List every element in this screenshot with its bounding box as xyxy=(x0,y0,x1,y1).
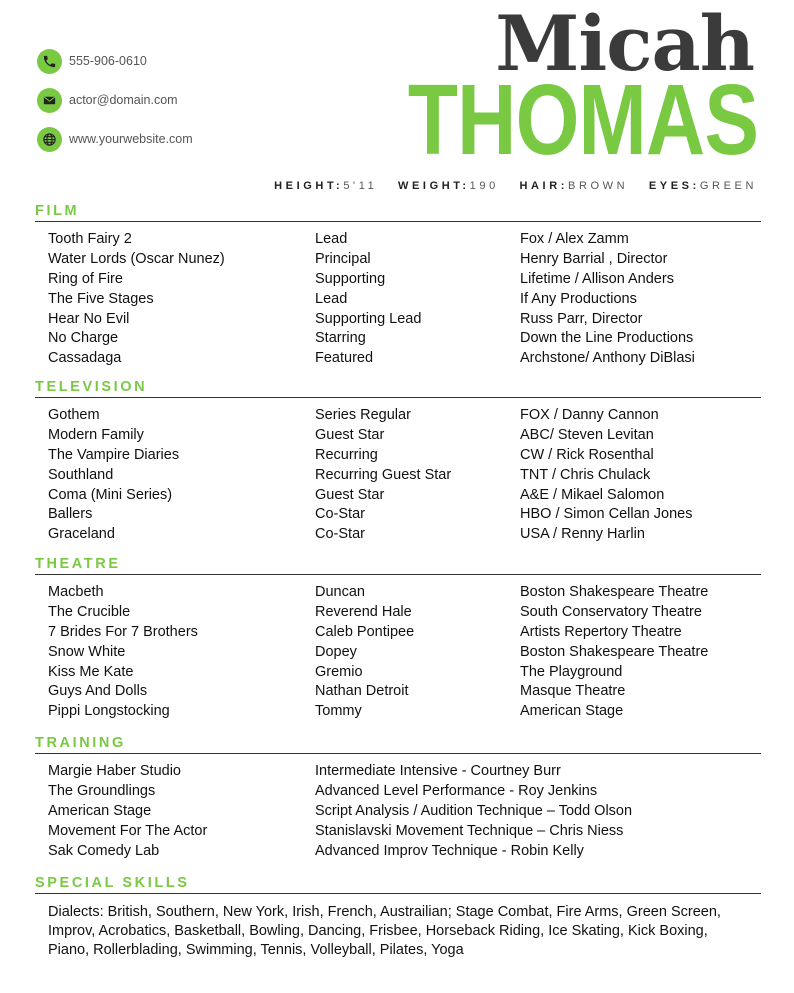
training-school: American Stage xyxy=(48,802,152,819)
training-section xyxy=(35,735,761,861)
credit-role: Tommy xyxy=(315,703,362,720)
table-row xyxy=(48,486,761,506)
credit-company: Artists Repertory Theatre xyxy=(520,623,682,640)
credit-role: Guest Star xyxy=(315,486,385,503)
television-credits xyxy=(35,406,761,545)
training-list xyxy=(35,762,761,861)
skills-line: Dialects: British, Southern, New York, Irish, French, Austrailian; Stage Combat, Fire Arms, Green Screen, xyxy=(48,904,721,920)
training-course: Advanced Improv Technique - Robin Kelly xyxy=(315,842,584,859)
name-last: THOMAS xyxy=(407,64,758,176)
stat-weight-label: WEIGHT: xyxy=(398,180,470,192)
contact-block xyxy=(37,48,193,165)
credit-company: Russ Parr, Director xyxy=(520,310,643,327)
table-row xyxy=(48,663,761,683)
table-row xyxy=(48,230,761,250)
credit-company: A&E / Mikael Salomon xyxy=(520,486,665,503)
credit-role: Reverend Hale xyxy=(315,603,412,620)
table-row xyxy=(48,822,761,842)
stat-hair-value: BROWN xyxy=(568,180,629,192)
training-course: Script Analysis / Audition Technique – Todd Olson xyxy=(315,802,633,819)
credit-company: American Stage xyxy=(520,703,624,720)
contact-website[interactable]: www.yourwebsite.com xyxy=(69,132,193,146)
credit-role: Starring xyxy=(315,330,366,347)
credit-title: Cassadaga xyxy=(48,350,122,367)
stat-weight-value: 190 xyxy=(469,180,499,192)
credit-company: Boston Shakespeare Theatre xyxy=(520,643,709,660)
credit-company: HBO / Simon Cellan Jones xyxy=(520,506,693,523)
table-row xyxy=(48,426,761,446)
credit-role: Series Regular xyxy=(315,407,411,423)
table-row xyxy=(48,446,761,466)
skills-text xyxy=(35,903,748,960)
section-divider xyxy=(35,221,761,222)
credit-company: Boston Shakespeare Theatre xyxy=(520,584,709,600)
credit-title: No Charge xyxy=(48,330,119,347)
contact-phone: 555-906-0610 xyxy=(69,54,147,68)
stat-hair-label: HAIR: xyxy=(519,180,569,192)
skills-line: Piano, Rollerblading, Swimming, Tennis, Volleyball, Pilates, Yoga xyxy=(48,942,464,958)
contact-email-row xyxy=(37,87,193,113)
credit-company: TNT / Chris Chulack xyxy=(520,466,651,483)
globe-icon xyxy=(37,127,62,152)
table-row xyxy=(48,583,761,603)
mail-icon xyxy=(37,88,62,113)
training-school: The Groundlings xyxy=(48,782,156,799)
section-divider xyxy=(35,397,761,398)
table-row xyxy=(48,466,761,486)
credit-title: Guys And Dolls xyxy=(48,683,148,700)
credit-company: Henry Barrial , Director xyxy=(520,250,668,267)
table-row xyxy=(48,406,761,426)
table-row xyxy=(48,270,761,290)
credit-company: FOX / Danny Cannon xyxy=(520,407,659,423)
training-course: Stanislavski Movement Technique – Chris Niess xyxy=(315,822,624,839)
table-row xyxy=(48,603,761,623)
skills-line: Improv, Acrobatics, Basketball, Bowling, Dancing, Frisbee, Horseback Riding, Ice Skating, Kick Boxing, xyxy=(48,923,708,939)
credit-title: Graceland xyxy=(48,526,115,543)
table-row xyxy=(48,802,761,822)
credit-role: Supporting Lead xyxy=(315,310,422,327)
table-row xyxy=(48,702,761,722)
section-title-film: FILM xyxy=(35,203,80,219)
credit-role: Guest Star xyxy=(315,426,385,443)
credit-role: Featured xyxy=(315,350,374,367)
contact-phone-row xyxy=(37,48,193,74)
table-row xyxy=(48,525,761,545)
table-row xyxy=(48,329,761,349)
credit-title: Modern Family xyxy=(48,426,144,443)
theatre-section xyxy=(35,556,761,722)
table-row xyxy=(48,505,761,525)
contact-email[interactable]: actor@domain.com xyxy=(69,93,178,107)
credit-role: Principal xyxy=(315,250,371,267)
credit-title: Tooth Fairy 2 xyxy=(48,231,132,247)
name-first: Micah xyxy=(495,0,754,88)
table-row xyxy=(48,842,761,862)
training-course: Advanced Level Performance - Roy Jenkins xyxy=(315,782,598,799)
credit-role: Supporting xyxy=(315,270,386,287)
credit-role: Gremio xyxy=(315,663,363,680)
theatre-credits xyxy=(35,583,761,722)
film-section xyxy=(35,203,761,369)
credit-role: Caleb Pontipee xyxy=(315,623,415,640)
table-row xyxy=(48,250,761,270)
stat-height-value: 5'11 xyxy=(343,180,378,192)
credit-title: Coma (Mini Series) xyxy=(48,486,173,503)
credit-company: CW / Rick Rosenthal xyxy=(520,446,654,463)
credit-title: Macbeth xyxy=(48,584,104,600)
film-credits xyxy=(35,230,761,369)
credit-title: The Crucible xyxy=(48,603,131,620)
section-divider xyxy=(35,574,761,575)
physical-stats xyxy=(274,180,757,192)
credit-role: Duncan xyxy=(315,584,365,600)
table-row xyxy=(48,643,761,663)
credit-role: Recurring Guest Star xyxy=(315,466,452,483)
credit-title: Kiss Me Kate xyxy=(48,663,134,680)
credit-title: Snow White xyxy=(48,643,126,660)
section-title-skills: SPECIAL SKILLS xyxy=(35,875,190,891)
stat-eyes-value: GREEN xyxy=(699,180,757,192)
credit-role: Recurring xyxy=(315,446,378,463)
contact-website-row xyxy=(37,126,193,152)
credit-role: Nathan Detroit xyxy=(315,683,409,700)
credit-role: Lead xyxy=(315,290,348,307)
credit-company: Lifetime / Allison Anders xyxy=(520,270,674,287)
credit-title: Ballers xyxy=(48,506,93,523)
credit-title: Ring of Fire xyxy=(48,270,123,287)
credit-role: Co-Star xyxy=(315,506,365,523)
television-section xyxy=(35,379,761,545)
credit-company: The Playground xyxy=(520,663,623,680)
credit-company: Masque Theatre xyxy=(520,683,626,700)
table-row xyxy=(48,623,761,643)
stat-eyes-label: EYES: xyxy=(648,180,700,192)
section-divider xyxy=(35,753,761,754)
section-title-television: TELEVISION xyxy=(35,379,148,395)
section-title-theatre: THEATRE xyxy=(35,556,121,572)
credit-company: ABC/ Steven Levitan xyxy=(520,426,654,443)
credit-title: The Five Stages xyxy=(48,290,154,307)
credit-company: If Any Productions xyxy=(520,290,637,307)
stat-height-label: HEIGHT: xyxy=(274,180,344,192)
credit-company: Down the Line Productions xyxy=(520,330,694,347)
phone-icon xyxy=(37,49,62,74)
credit-role: Dopey xyxy=(315,643,357,660)
training-course: Intermediate Intensive - Courtney Burr xyxy=(315,763,561,779)
credit-company: USA / Renny Harlin xyxy=(520,526,645,543)
table-row xyxy=(48,762,761,782)
credit-title: Hear No Evil xyxy=(48,310,130,327)
credit-title: 7 Brides For 7 Brothers xyxy=(48,623,198,640)
table-row xyxy=(48,349,761,369)
skills-section xyxy=(35,875,761,960)
table-row xyxy=(48,290,761,310)
credit-company: Archstone/ Anthony DiBlasi xyxy=(520,350,695,367)
credit-title: Pippi Longstocking xyxy=(48,703,170,720)
table-row xyxy=(48,310,761,330)
training-school: Sak Comedy Lab xyxy=(48,842,160,859)
table-row xyxy=(48,682,761,702)
section-title-training: TRAINING xyxy=(35,735,126,751)
credit-title: Gothem xyxy=(48,407,100,423)
credit-role: Lead xyxy=(315,231,348,247)
credit-title: Southland xyxy=(48,466,114,483)
credit-company: South Conservatory Theatre xyxy=(520,603,702,620)
credit-role: Co-Star xyxy=(315,526,365,543)
credit-title: Water Lords (Oscar Nunez) xyxy=(48,250,225,267)
training-school: Margie Haber Studio xyxy=(48,763,181,779)
credit-company: Fox / Alex Zamm xyxy=(520,231,629,247)
training-school: Movement For The Actor xyxy=(48,822,208,839)
table-row xyxy=(48,782,761,802)
credit-title: The Vampire Diaries xyxy=(48,446,180,463)
section-divider xyxy=(35,893,761,894)
